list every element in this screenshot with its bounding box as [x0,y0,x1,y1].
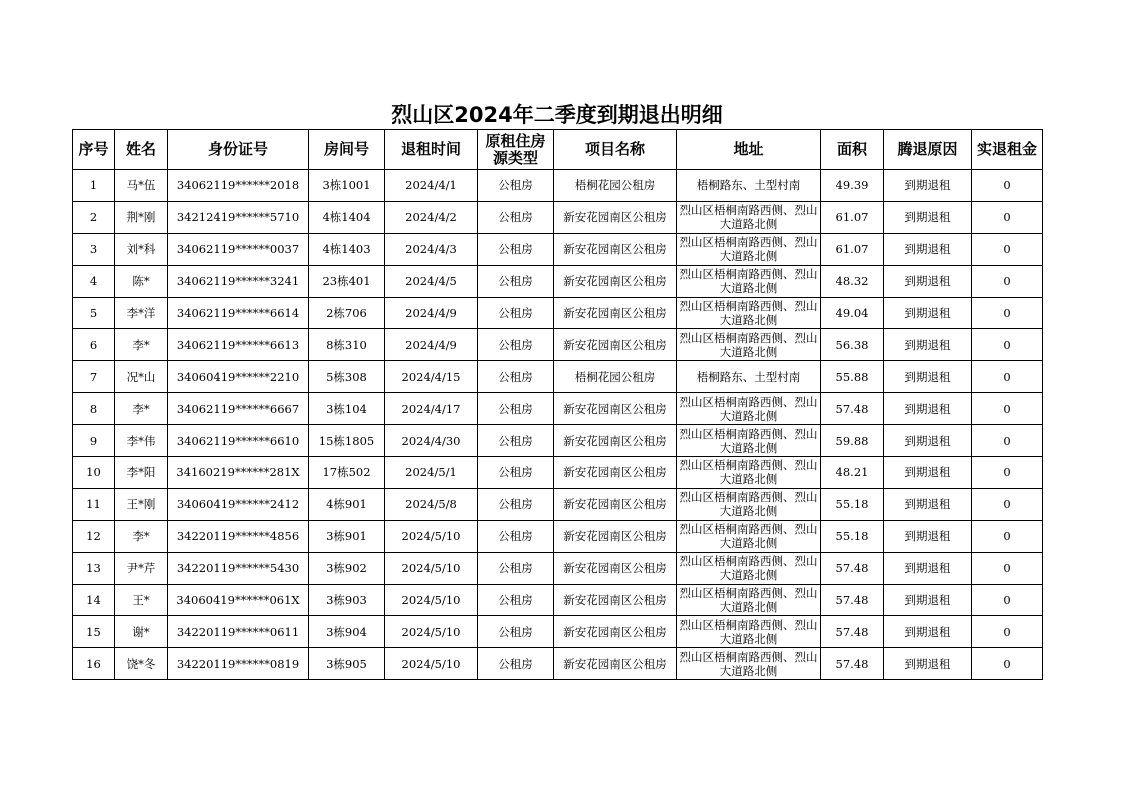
cell-name: 李* [115,393,168,425]
cell-address: 烈山区梧桐南路西侧、烈山大道路北侧 [677,201,821,233]
cell-project: 梧桐花园公租房 [554,361,677,393]
cell-exit-date: 2024/4/2 [385,201,478,233]
header-project: 项目名称 [554,130,677,170]
cell-reason: 到期退租 [884,552,972,584]
table-row [73,616,1043,648]
table-row [73,584,1043,616]
cell-seq: 4 [73,265,115,297]
cell-refund: 0 [972,265,1043,297]
cell-project: 新安花园南区公租房 [554,584,677,616]
cell-area: 55.18 [821,488,884,520]
cell-exit-date: 2024/5/10 [385,616,478,648]
table-row [73,393,1043,425]
header-address: 地址 [677,130,821,170]
cell-project: 新安花园南区公租房 [554,297,677,329]
cell-reason: 到期退租 [884,393,972,425]
cell-address: 梧桐路东、土型村南 [677,361,821,393]
cell-reason: 到期退租 [884,648,972,680]
cell-exit-date: 2024/4/9 [385,329,478,361]
cell-room: 4栋1403 [309,233,385,265]
cell-reason: 到期退租 [884,329,972,361]
cell-name: 陈* [115,265,168,297]
cell-area: 57.48 [821,584,884,616]
cell-area: 48.32 [821,265,884,297]
cell-address: 烈山区梧桐南路西侧、烈山大道路北侧 [677,488,821,520]
cell-refund: 0 [972,297,1043,329]
cell-project: 新安花园南区公租房 [554,233,677,265]
table-row [73,648,1043,680]
cell-reason: 到期退租 [884,233,972,265]
cell-id-number: 34060419******061X [168,584,309,616]
cell-housing-type: 公租房 [478,457,554,489]
header-reason: 腾退原因 [884,130,972,170]
cell-address: 烈山区梧桐南路西侧、烈山大道路北侧 [677,616,821,648]
header-room: 房间号 [309,130,385,170]
cell-seq: 11 [73,488,115,520]
cell-id-number: 34060419******2412 [168,488,309,520]
cell-housing-type: 公租房 [478,170,554,202]
cell-exit-date: 2024/5/10 [385,552,478,584]
cell-refund: 0 [972,170,1043,202]
cell-project: 新安花园南区公租房 [554,520,677,552]
table-row [73,457,1043,489]
table-row [73,425,1043,457]
cell-reason: 到期退租 [884,361,972,393]
table-body [73,170,1043,680]
cell-project: 新安花园南区公租房 [554,425,677,457]
cell-exit-date: 2024/4/9 [385,297,478,329]
cell-id-number: 34212419******5710 [168,201,309,233]
cell-room: 3栋104 [309,393,385,425]
cell-reason: 到期退租 [884,520,972,552]
cell-id-number: 34062119******6667 [168,393,309,425]
cell-id-number: 34060419******2210 [168,361,309,393]
header-seq: 序号 [73,130,115,170]
cell-exit-date: 2024/4/5 [385,265,478,297]
cell-room: 8栋310 [309,329,385,361]
cell-name: 谢* [115,616,168,648]
cell-area: 57.48 [821,552,884,584]
cell-area: 55.18 [821,520,884,552]
cell-id-number: 34062119******6613 [168,329,309,361]
cell-seq: 2 [73,201,115,233]
cell-room: 17栋502 [309,457,385,489]
cell-name: 荆*刚 [115,201,168,233]
cell-exit-date: 2024/5/10 [385,584,478,616]
cell-project: 新安花园南区公租房 [554,648,677,680]
cell-refund: 0 [972,488,1043,520]
cell-refund: 0 [972,233,1043,265]
cell-name: 王* [115,584,168,616]
table-row [73,201,1043,233]
cell-area: 61.07 [821,201,884,233]
cell-reason: 到期退租 [884,297,972,329]
cell-exit-date: 2024/4/15 [385,361,478,393]
table-row [73,520,1043,552]
cell-exit-date: 2024/4/3 [385,233,478,265]
cell-reason: 到期退租 [884,425,972,457]
table-row [73,170,1043,202]
cell-project: 新安花园南区公租房 [554,265,677,297]
cell-seq: 13 [73,552,115,584]
header-id-number: 身份证号 [168,130,309,170]
cell-housing-type: 公租房 [478,393,554,425]
cell-refund: 0 [972,648,1043,680]
cell-reason: 到期退租 [884,201,972,233]
cell-reason: 到期退租 [884,265,972,297]
cell-area: 49.04 [821,297,884,329]
cell-room: 3栋1001 [309,170,385,202]
cell-refund: 0 [972,457,1043,489]
cell-project: 新安花园南区公租房 [554,552,677,584]
cell-address: 烈山区梧桐南路西侧、烈山大道路北侧 [677,584,821,616]
cell-area: 57.48 [821,648,884,680]
cell-address: 烈山区梧桐南路西侧、烈山大道路北侧 [677,648,821,680]
cell-seq: 9 [73,425,115,457]
cell-project: 梧桐花园公租房 [554,170,677,202]
header-refund: 实退租金 [972,130,1043,170]
cell-address: 烈山区梧桐南路西侧、烈山大道路北侧 [677,265,821,297]
table-row [73,233,1043,265]
cell-housing-type: 公租房 [478,648,554,680]
table-row [73,552,1043,584]
cell-room: 4栋1404 [309,201,385,233]
table-row [73,265,1043,297]
cell-project: 新安花园南区公租房 [554,457,677,489]
cell-exit-date: 2024/5/1 [385,457,478,489]
cell-address: 梧桐路东、土型村南 [677,170,821,202]
header-housing-type-label: 原租住房源类型 [485,131,546,167]
cell-exit-date: 2024/5/8 [385,488,478,520]
cell-housing-type: 公租房 [478,265,554,297]
cell-id-number: 34220119******4856 [168,520,309,552]
cell-id-number: 34160219******281X [168,457,309,489]
cell-project: 新安花园南区公租房 [554,329,677,361]
page-title: 烈山区2024年二季度到期退出明细 [391,103,723,127]
cell-reason: 到期退租 [884,488,972,520]
cell-refund: 0 [972,393,1043,425]
cell-id-number: 34062119******2018 [168,170,309,202]
cell-reason: 到期退租 [884,616,972,648]
cell-seq: 1 [73,170,115,202]
cell-name: 李*阳 [115,457,168,489]
cell-exit-date: 2024/4/17 [385,393,478,425]
cell-area: 55.88 [821,361,884,393]
cell-seq: 5 [73,297,115,329]
cell-housing-type: 公租房 [478,488,554,520]
cell-project: 新安花园南区公租房 [554,201,677,233]
cell-project: 新安花园南区公租房 [554,393,677,425]
cell-housing-type: 公租房 [478,616,554,648]
exit-detail-table [72,129,1043,680]
cell-seq: 15 [73,616,115,648]
header-name: 姓名 [115,130,168,170]
cell-room: 2栋706 [309,297,385,329]
cell-area: 57.48 [821,393,884,425]
cell-area: 56.38 [821,329,884,361]
cell-exit-date: 2024/4/1 [385,170,478,202]
cell-area: 59.88 [821,425,884,457]
cell-id-number: 34062119******6614 [168,297,309,329]
header-housing-type [478,130,554,170]
cell-id-number: 34220119******0611 [168,616,309,648]
cell-refund: 0 [972,329,1043,361]
cell-refund: 0 [972,425,1043,457]
cell-seq: 3 [73,233,115,265]
cell-seq: 14 [73,584,115,616]
cell-name: 马*伍 [115,170,168,202]
cell-name: 李* [115,520,168,552]
cell-room: 5栋308 [309,361,385,393]
cell-housing-type: 公租房 [478,297,554,329]
cell-refund: 0 [972,584,1043,616]
cell-room: 3栋901 [309,520,385,552]
cell-name: 李*伟 [115,425,168,457]
cell-reason: 到期退租 [884,457,972,489]
header-exit-date: 退租时间 [385,130,478,170]
cell-refund: 0 [972,361,1043,393]
cell-area: 49.39 [821,170,884,202]
cell-housing-type: 公租房 [478,329,554,361]
cell-id-number: 34062119******3241 [168,265,309,297]
cell-refund: 0 [972,201,1043,233]
cell-address: 烈山区梧桐南路西侧、烈山大道路北侧 [677,520,821,552]
table-header-row [73,130,1043,170]
cell-project: 新安花园南区公租房 [554,616,677,648]
cell-name: 饶*冬 [115,648,168,680]
cell-project: 新安花园南区公租房 [554,488,677,520]
cell-housing-type: 公租房 [478,233,554,265]
table-row [73,361,1043,393]
cell-address: 烈山区梧桐南路西侧、烈山大道路北侧 [677,329,821,361]
cell-housing-type: 公租房 [478,520,554,552]
cell-name: 李*洋 [115,297,168,329]
cell-exit-date: 2024/5/10 [385,520,478,552]
cell-room: 4栋901 [309,488,385,520]
cell-room: 3栋905 [309,648,385,680]
cell-housing-type: 公租房 [478,584,554,616]
cell-address: 烈山区梧桐南路西侧、烈山大道路北侧 [677,393,821,425]
cell-address: 烈山区梧桐南路西侧、烈山大道路北侧 [677,297,821,329]
cell-address: 烈山区梧桐南路西侧、烈山大道路北侧 [677,457,821,489]
cell-id-number: 34062119******6610 [168,425,309,457]
cell-id-number: 34220119******0819 [168,648,309,680]
cell-room: 23栋401 [309,265,385,297]
cell-exit-date: 2024/4/30 [385,425,478,457]
cell-address: 烈山区梧桐南路西侧、烈山大道路北侧 [677,233,821,265]
cell-housing-type: 公租房 [478,425,554,457]
cell-area: 61.07 [821,233,884,265]
cell-exit-date: 2024/5/10 [385,648,478,680]
cell-reason: 到期退租 [884,584,972,616]
cell-refund: 0 [972,520,1043,552]
cell-area: 57.48 [821,616,884,648]
cell-room: 3栋904 [309,616,385,648]
cell-address: 烈山区梧桐南路西侧、烈山大道路北侧 [677,425,821,457]
cell-name: 况*山 [115,361,168,393]
table-row [73,329,1043,361]
cell-housing-type: 公租房 [478,361,554,393]
cell-seq: 16 [73,648,115,680]
cell-housing-type: 公租房 [478,201,554,233]
cell-seq: 6 [73,329,115,361]
cell-refund: 0 [972,616,1043,648]
cell-room: 15栋1805 [309,425,385,457]
cell-seq: 7 [73,361,115,393]
cell-address: 烈山区梧桐南路西侧、烈山大道路北侧 [677,552,821,584]
table-row [73,297,1043,329]
cell-id-number: 34220119******5430 [168,552,309,584]
cell-name: 尹*芹 [115,552,168,584]
cell-seq: 12 [73,520,115,552]
cell-name: 李* [115,329,168,361]
cell-room: 3栋902 [309,552,385,584]
cell-refund: 0 [972,552,1043,584]
cell-seq: 10 [73,457,115,489]
cell-reason: 到期退租 [884,170,972,202]
cell-name: 刘*科 [115,233,168,265]
cell-area: 48.21 [821,457,884,489]
header-area: 面积 [821,130,884,170]
cell-seq: 8 [73,393,115,425]
cell-name: 王*刚 [115,488,168,520]
table-row [73,488,1043,520]
cell-room: 3栋903 [309,584,385,616]
cell-housing-type: 公租房 [478,552,554,584]
cell-id-number: 34062119******0037 [168,233,309,265]
